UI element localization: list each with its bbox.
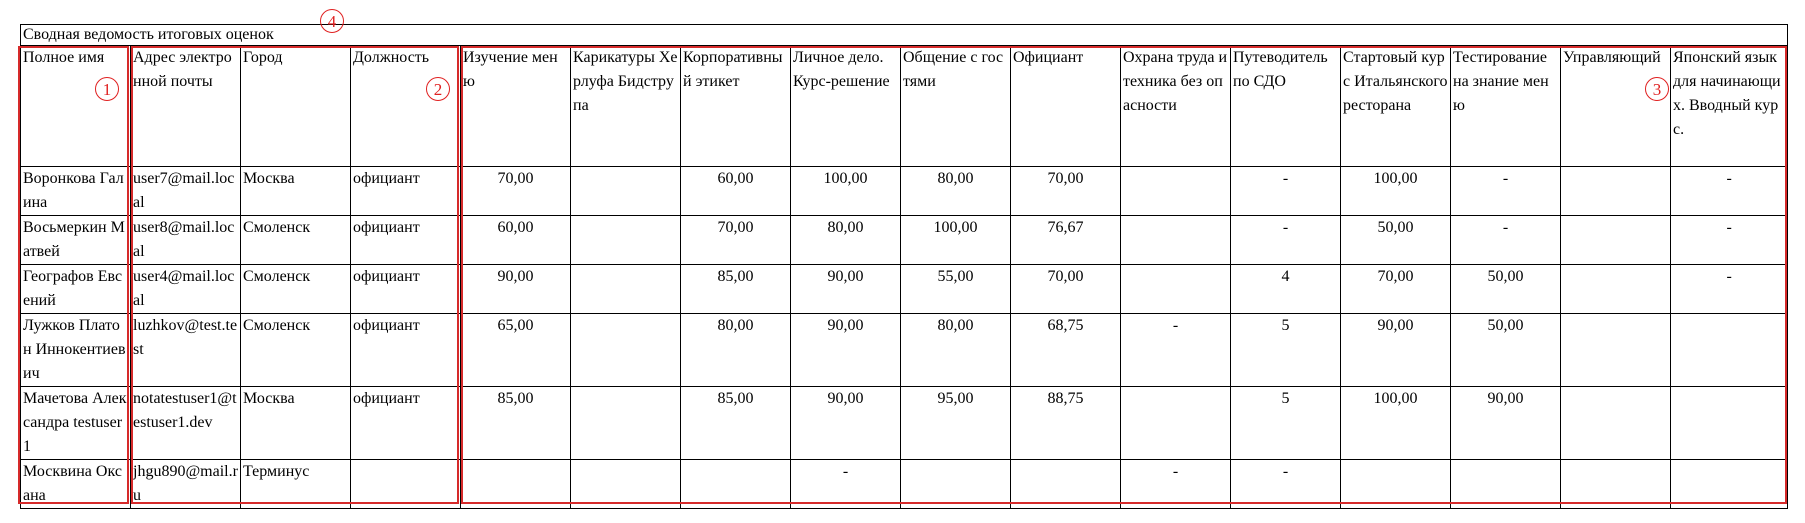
grades-summary-table [20,24,1788,509]
column-header: Корпоративный этикет [681,46,791,167]
grade-cell: 85,00 [681,265,791,314]
text-cell: Смоленск [241,265,351,314]
grade-cell [1671,314,1788,387]
grade-cell: - [791,460,901,509]
grade-cell: 70,00 [681,216,791,265]
grade-cell: - [1451,216,1561,265]
grade-cell [1561,314,1671,387]
grade-cell: 90,00 [791,387,901,460]
text-cell: notatestuser1@testuser1.dev [131,387,241,460]
grade-cell [1011,460,1121,509]
column-header: Адрес электронной почты [131,46,241,167]
grade-cell: 90,00 [1341,314,1451,387]
grade-cell: 70,00 [461,167,571,216]
grade-cell [1561,216,1671,265]
text-cell: Лужков Платон Иннокентиевич [21,314,131,387]
column-header: Официант [1011,46,1121,167]
column-header: Изучение меню [461,46,571,167]
grade-cell: 60,00 [461,216,571,265]
grade-cell: - [1121,460,1231,509]
grade-cell: 5 [1231,387,1341,460]
column-header: Тестирование на знание меню [1451,46,1561,167]
column-header: Общение с гостями [901,46,1011,167]
column-header: Личное дело. Курс-решение [791,46,901,167]
table-body [21,167,1788,509]
grade-cell: - [1671,265,1788,314]
grade-cell [1121,216,1231,265]
table-row [21,460,1788,509]
grade-cell [571,460,681,509]
grade-cell: 95,00 [901,387,1011,460]
grade-cell: - [1231,216,1341,265]
grade-cell: 100,00 [1341,387,1451,460]
column-header: Стартовый курс Итальянского ресторана [1341,46,1451,167]
text-cell: Географов Евсений [21,265,131,314]
column-header: Город [241,46,351,167]
grade-cell: 80,00 [901,314,1011,387]
text-cell: Москва [241,167,351,216]
text-cell: Смоленск [241,216,351,265]
grade-cell [1451,460,1561,509]
column-header: Японский язык для начинающих. Вводный курс. [1671,46,1788,167]
text-cell: Восьмеркин Матвей [21,216,131,265]
grade-cell: 85,00 [461,387,571,460]
text-cell: Москва [241,387,351,460]
text-cell: официант [351,387,461,460]
text-cell: user8@mail.local [131,216,241,265]
grade-cell [1121,387,1231,460]
grade-cell: 100,00 [901,216,1011,265]
annotation-marker-2: 2 [426,77,450,101]
grade-cell: 80,00 [681,314,791,387]
grade-cell: - [1121,314,1231,387]
grade-cell [1121,265,1231,314]
grade-cell: 85,00 [681,387,791,460]
text-cell: официант [351,314,461,387]
grade-cell [681,460,791,509]
grade-cell: 80,00 [791,216,901,265]
text-cell: официант [351,216,461,265]
column-header: Карикатуры Херлуфа Бидструпа [571,46,681,167]
grade-cell: - [1231,167,1341,216]
text-cell [351,460,461,509]
grade-cell [1561,387,1671,460]
grade-cell: 90,00 [1451,387,1561,460]
text-cell: Смоленск [241,314,351,387]
grade-cell: 80,00 [901,167,1011,216]
text-cell: Воронкова Галина [21,167,131,216]
grade-cell: 90,00 [791,314,901,387]
grade-cell: 90,00 [791,265,901,314]
column-header: Полное имя [21,46,131,167]
text-cell: официант [351,167,461,216]
text-cell: user7@mail.local [131,167,241,216]
text-cell: Терминус [241,460,351,509]
grade-cell: 5 [1231,314,1341,387]
grade-cell [1341,460,1451,509]
table-row [21,314,1788,387]
grade-cell: 50,00 [1451,314,1561,387]
grade-cell: - [1671,216,1788,265]
text-cell: jhgu890@mail.ru [131,460,241,509]
annotation-marker-4: 4 [320,9,344,33]
grade-cell: 68,75 [1011,314,1121,387]
table-row [21,167,1788,216]
grade-cell: - [1451,167,1561,216]
grade-cell: 65,00 [461,314,571,387]
grade-cell: 50,00 [1341,216,1451,265]
grade-cell [1121,167,1231,216]
text-cell: luzhkov@test.test [131,314,241,387]
column-header: Путеводитель по СДО [1231,46,1341,167]
table-row [21,387,1788,460]
grade-cell: 76,67 [1011,216,1121,265]
grade-cell [571,167,681,216]
grade-cell [1561,265,1671,314]
grade-cell [461,460,571,509]
grade-cell: 100,00 [1341,167,1451,216]
text-cell: user4@mail.local [131,265,241,314]
grade-cell: 70,00 [1011,167,1121,216]
grade-cell [1671,387,1788,460]
grade-cell [571,265,681,314]
grade-cell: 90,00 [461,265,571,314]
grade-cell [901,460,1011,509]
grade-cell: 60,00 [681,167,791,216]
column-header: Охрана труда и техника без опасности [1121,46,1231,167]
grade-cell: 70,00 [1011,265,1121,314]
table-row [21,216,1788,265]
grade-cell: 100,00 [791,167,901,216]
grade-cell [571,314,681,387]
grade-cell [1561,167,1671,216]
annotation-marker-3: 3 [1645,77,1669,101]
grade-cell [571,216,681,265]
grade-cell: - [1231,460,1341,509]
text-cell: Мачетова Александра testuser1 [21,387,131,460]
grade-cell: - [1671,167,1788,216]
column-header: Должность [351,46,461,167]
table-row [21,265,1788,314]
grade-cell [1561,460,1671,509]
text-cell: официант [351,265,461,314]
column-header: Управляющий [1561,46,1671,167]
header-row [21,46,1788,167]
annotation-marker-1: 1 [95,77,119,101]
grade-cell [571,387,681,460]
report-title: Сводная ведомость итоговых оценок [21,25,1788,46]
grade-cell [1671,460,1788,509]
grade-cell: 4 [1231,265,1341,314]
grade-cell: 50,00 [1451,265,1561,314]
grade-cell: 88,75 [1011,387,1121,460]
grade-cell: 70,00 [1341,265,1451,314]
title-row [21,25,1788,46]
text-cell: Москвина Оксана [21,460,131,509]
grade-cell: 55,00 [901,265,1011,314]
